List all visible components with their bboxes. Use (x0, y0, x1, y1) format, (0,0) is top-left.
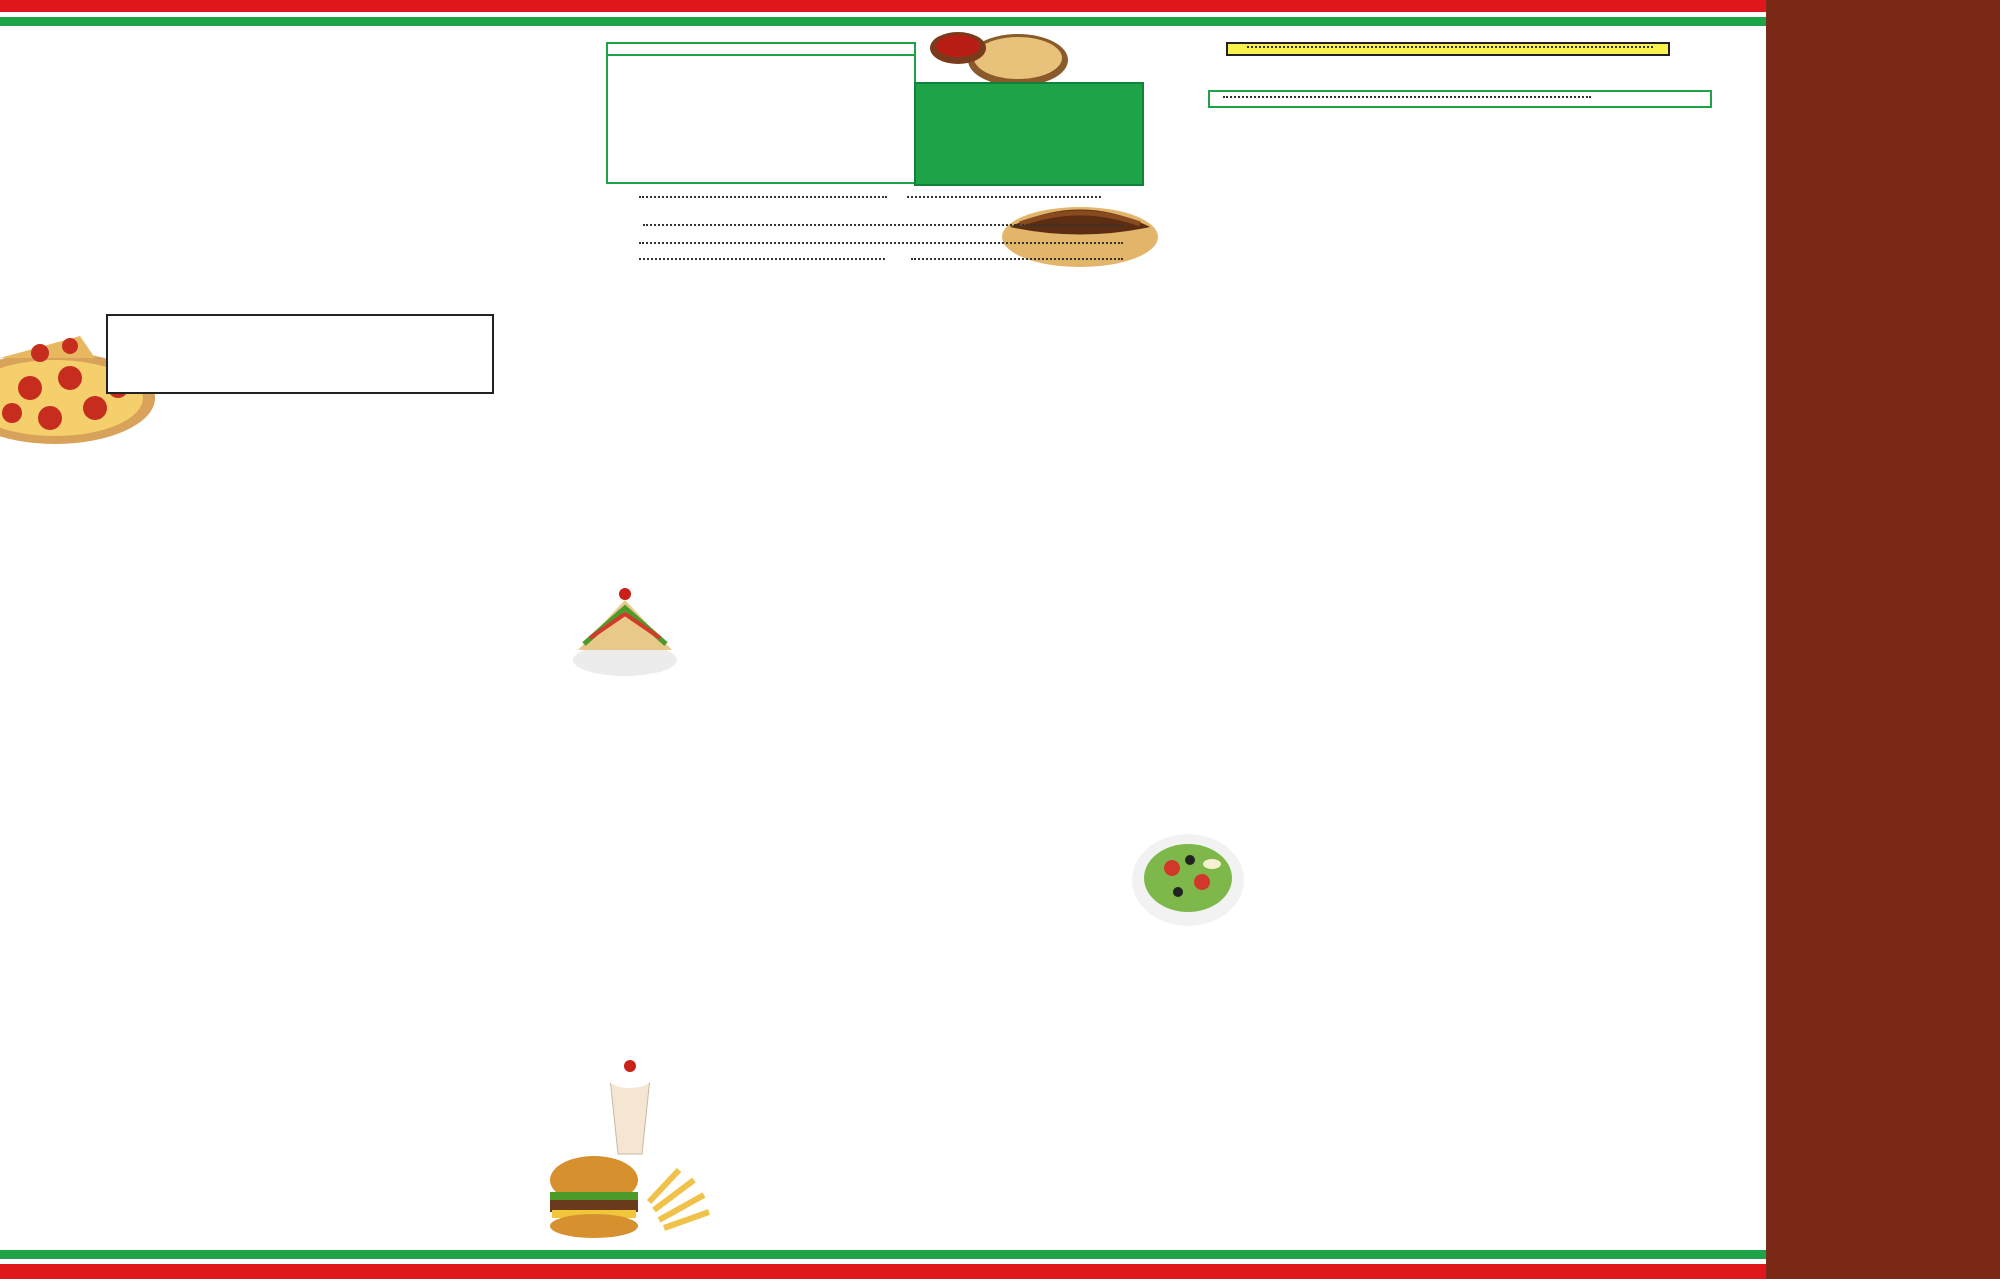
left-column (50, 36, 540, 76)
cheese-steak-row (904, 196, 1104, 202)
strombolis-size-headers (50, 858, 540, 880)
specials-sidebar (1766, 0, 2000, 1279)
hamburger-cheese-row (636, 258, 1126, 264)
gourmet-section (50, 408, 540, 424)
sicilian-topping (608, 50, 914, 56)
grilled-cheese-row (1240, 46, 1656, 52)
plain-cheese-steak-row (636, 196, 1126, 202)
sicilian-box (606, 42, 916, 184)
middle-column (636, 196, 1126, 284)
burger-icon (544, 1150, 714, 1250)
milkshake-image (600, 1058, 660, 1158)
chicken-platter-row (636, 224, 1126, 230)
pizza-size-headers (50, 36, 540, 66)
chicken-sand-headers (1208, 24, 1714, 36)
gourmet-size-headers (50, 408, 540, 424)
veggie-row (636, 242, 1126, 248)
garlic-bread-icon (918, 26, 1068, 88)
calzone-box (914, 82, 1144, 186)
wrap-choice-box (1208, 90, 1712, 108)
strombolis-section (50, 858, 540, 880)
salad-image (1128, 820, 1248, 930)
wrap-box-chicken-row (1216, 96, 1704, 102)
grilled-cheese-box (1226, 42, 1670, 56)
wrap-headers (1208, 66, 1714, 80)
club-sandwich-image (570, 580, 680, 680)
salad-icon (1128, 820, 1248, 930)
milkshake-icon (600, 1058, 660, 1158)
cheeseburger-row (908, 258, 1126, 264)
burger-fries-image (544, 1150, 714, 1250)
plain-steak-row (636, 196, 890, 202)
hamburger-row (636, 258, 888, 264)
extra-topping-box (106, 314, 494, 394)
right-column (1208, 24, 1714, 126)
salads-headers (1208, 114, 1714, 126)
garlic-bread-image (918, 26, 1068, 88)
club-sandwich-icon (570, 580, 680, 680)
